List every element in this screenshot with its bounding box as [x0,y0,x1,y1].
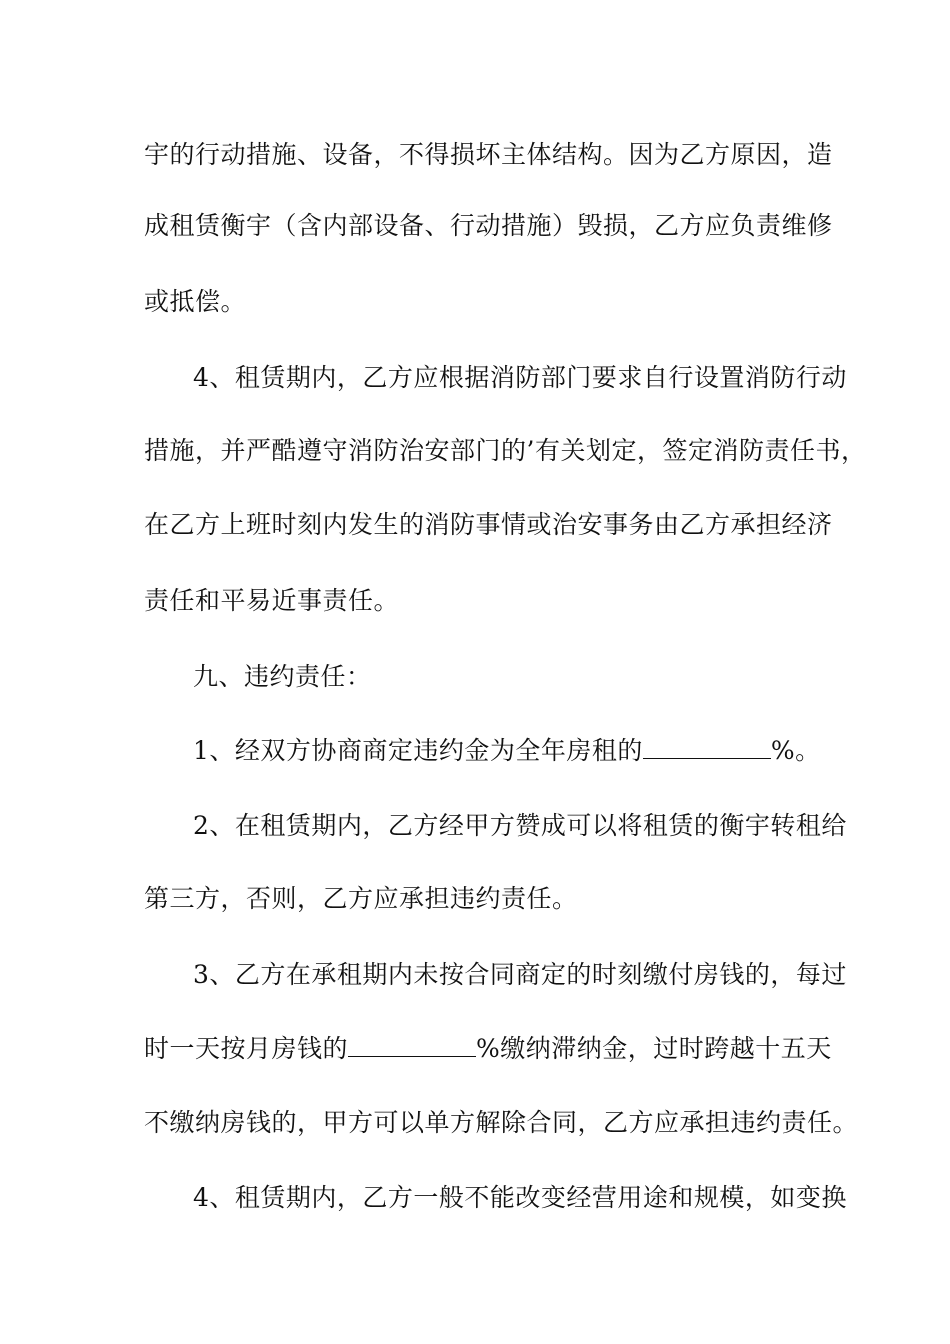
paragraph-line: 2、在租赁期内，乙方经甲方赞成可以将租赁的衡宇转租给 [193,811,847,840]
paragraph-line: 或抵偿。 [144,287,247,316]
paragraph-line: 4、租赁期内，乙方一般不能改变经营用途和规模，如变换 [193,1183,847,1212]
penalty-rate-blank [643,736,771,759]
section-heading: 九、违约责任： [193,662,372,691]
paragraph-line: 在乙方上班时刻内发生的消防事情或治安事务由乙方承担经济 [144,510,833,539]
paragraph-line: 3、乙方在承租期内未按合同商定的时刻缴付房钱的，每过 [193,960,847,989]
penalty-clause-line [193,736,883,766]
penalty-clause-suffix: %。 [770,736,821,765]
paragraph-line: 4、租赁期内，乙方应根据消防部门要求自行设置消防行动 [193,363,847,392]
penalty-clause-text: 1、经双方协商商定违约金为全年房租的 [193,736,643,765]
late-fee-rate-blank [348,1034,476,1057]
paragraph-line: 第三方，否则，乙方应承担违约责任。 [144,884,578,913]
paragraph-line: 宇的行动措施、设备，不得损坏主体结构。因为乙方原因，造 [144,140,833,169]
late-fee-clause-text: 时一天按月房钱的 [144,1034,349,1063]
paragraph-line: 责任和平易近事责任。 [144,586,400,615]
paragraph-line: 不缴纳房钱的，甲方可以单方解除合同，乙方应承担违约责任。 [144,1108,859,1137]
late-fee-clause-line [144,1034,834,1064]
paragraph-line: 成租赁衡宇（含内部设备、行动措施）毁损，乙方应负责维修 [144,211,833,240]
paragraph-line: 措施，并严酷遵守消防治安部门的’有关划定，签定消防责任书， [144,436,867,465]
late-fee-clause-suffix: %缴纳滞纳金，过时跨越十五天 [476,1034,832,1063]
